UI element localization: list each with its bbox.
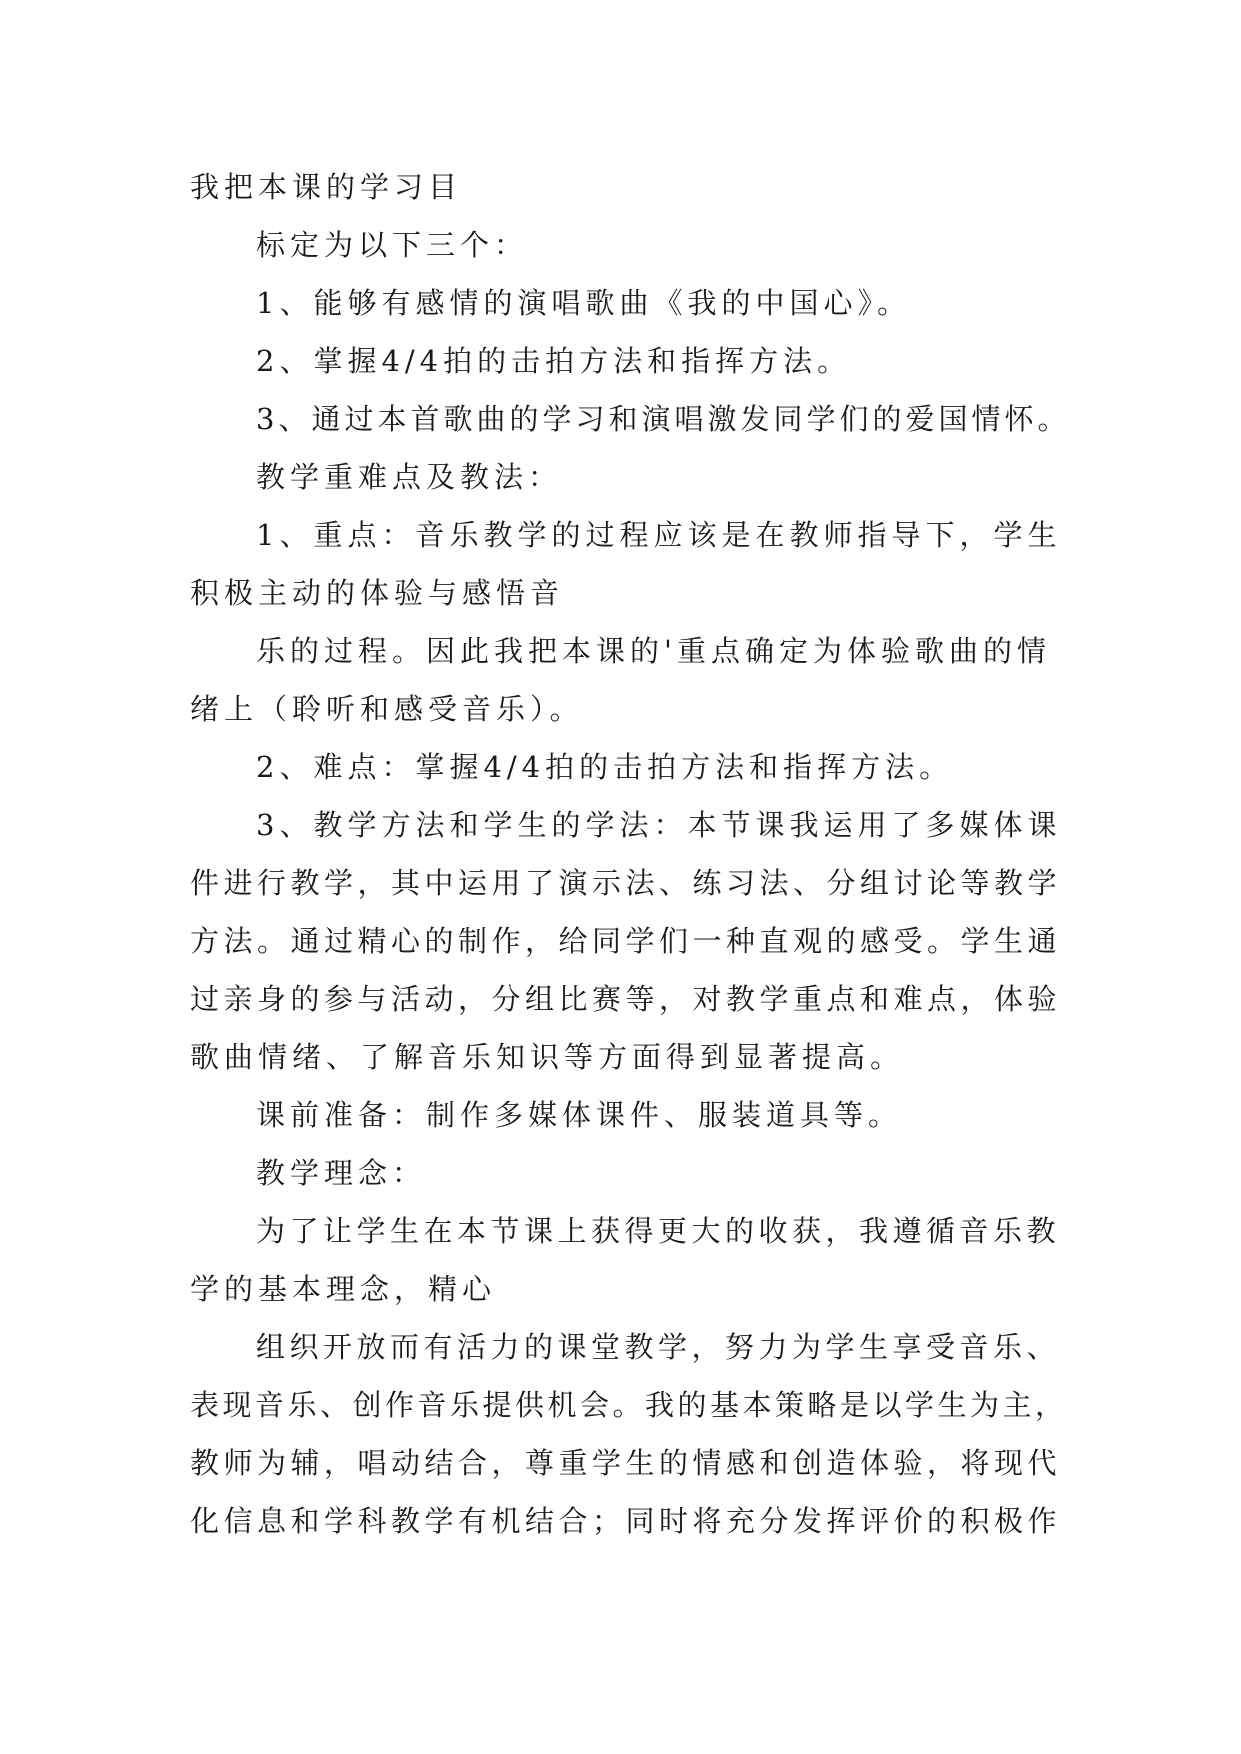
text-line: 歌曲情绪、了解音乐知识等方面得到显著提高。 (190, 1040, 905, 1074)
text-line: 方法。通过精心的制作，给同学们一种直观的感受。学生通 (190, 924, 1062, 958)
text-line: 1、重点：音乐教学的过程应该是在教师指导下，学生 (256, 518, 1062, 552)
text-line: 我把本课的学习目 (190, 170, 463, 204)
text-line: 3、通过本首歌曲的学习和演唱激发同学们的爱国情怀。 (256, 402, 1071, 436)
text-line: 学的基本理念，精心 (190, 1272, 497, 1306)
text-line: 表现音乐、创作音乐提供机会。我的基本策略是以学生为主， (190, 1388, 1068, 1422)
text-line: 组织开放而有活力的课堂教学，努力为学生享受音乐、 (256, 1330, 1061, 1364)
text-line: 2、掌握4/4拍的击拍方法和指挥方法。 (256, 344, 852, 378)
document-body (190, 158, 1070, 1550)
text-line: 化信息和学科教学有机结合；同时将充分发挥评价的积极作 (190, 1504, 1062, 1538)
text-line: 1、能够有感情的演唱歌曲《我的中国心》。 (256, 286, 911, 320)
text-line: 为了让学生在本节课上获得更大的收获，我遵循音乐教 (256, 1214, 1061, 1248)
text-line: 3、教学方法和学生的学法：本节课我运用了多媒体课 (256, 808, 1062, 842)
text-line: 乐的过程。因此我把本课的'重点确定为体验歌曲的情 (256, 634, 1051, 668)
text-line: 过亲身的参与活动，分组比赛等，对教学重点和难点，体验 (190, 982, 1062, 1016)
text-line: 件进行教学，其中运用了演示法、练习法、分组讨论等教学 (190, 866, 1062, 900)
text-line: 教学理念： (256, 1156, 427, 1190)
text-line: 积极主动的体验与感悟音 (190, 576, 565, 610)
text-line: 教学重难点及教法： (256, 460, 563, 494)
text-line: 课前准备：制作多媒体课件、服装道具等。 (256, 1098, 903, 1132)
text-line: 绪上（聆听和感受音乐）。 (190, 692, 584, 726)
text-line: 教师为辅，唱动结合，尊重学生的情感和创造体验，将现代 (190, 1446, 1062, 1480)
text-line: 2、难点：掌握4/4拍的击拍方法和指挥方法。 (256, 750, 954, 784)
text-line: 标定为以下三个： (256, 228, 529, 262)
